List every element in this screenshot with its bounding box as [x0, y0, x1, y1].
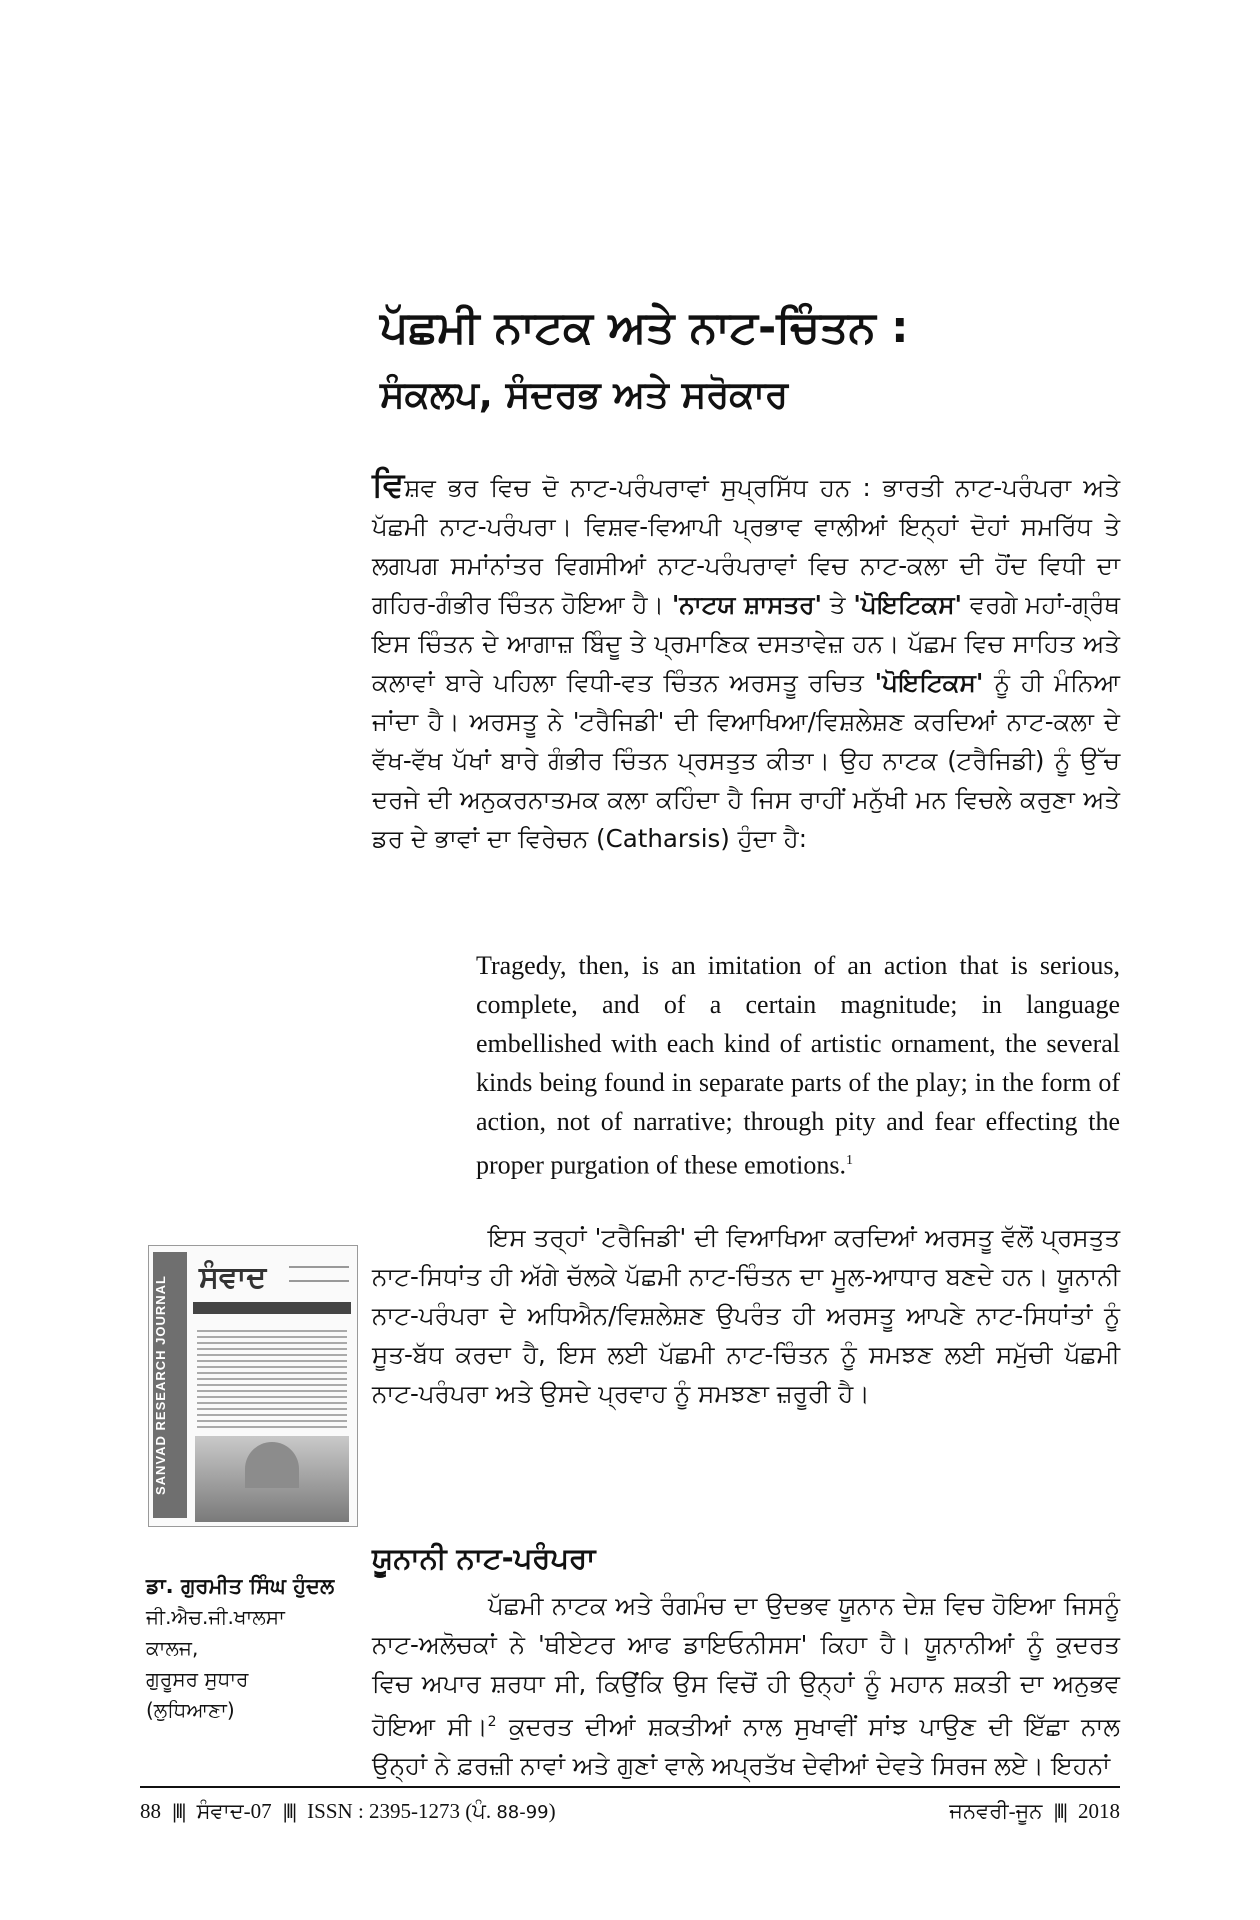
bold-term-natya-shastra: 'ਨਾਟਯ ਸ਼ਾਸਤਰ': [671, 590, 822, 619]
author-info: [146, 1570, 356, 1726]
greek-tradition-section: [372, 1538, 1120, 1785]
bold-term-poetics: 'ਪੋਇਟਿਕਸ': [853, 590, 963, 619]
intro-text: ਨੂੰ ਹੀ ਮੰਨਿਆ ਜਾਂਦਾ ਹੈ। ਅਰਸਤੂ ਨੇ 'ਟਰੈਜਿਡੀ' ਦੀ ਵਿਆਖਿਆ/ਵਿਸ਼ਲੇਸ਼ਣ ਕਰਦਿਆਂ ਨਾਟ-ਕਲਾ ਦੇ ਵੱਖ-ਵੱਖ ਪੱਖਾਂ ਬਾਰੇ ਗੰਭੀਰ ਚਿੰਤਨ ਪ੍ਰਸਤੁਤ ਕੀਤਾ। ਉਹ ਨਾਟਕ (ਟਰੈਜਿਡੀ) ਨੂੰ ਉੱਚ ਦਰਜੇ ਦੀ ਅਨੁਕਰਨਾਤਮਕ ਕਲਾ ਕਹਿੰਦਾ ਹੈ ਜਿਸ ਰਾਹੀਂ ਮਨੁੱਖੀ ਮਨ ਵਿਚਲੇ ਕਰੁਣਾ ਅਤੇ ਡਰ ਦੇ ਭਾਵਾਂ ਦਾ ਵਿਰੇਚਨ (Catharsis) ਹੁੰਦਾ ਹੈ:: [372, 668, 1121, 853]
intro-text: ਤੇ: [821, 590, 854, 619]
section-paragraph: ਪੱਛਮੀ ਨਾਟਕ ਅਤੇ ਰੰਗਮੰਚ ਦਾ ਉਦਭਵ ਯੂਨਾਨ ਦੇਸ਼ ਵਿਚ ਹੋਇਆ ਜਿਸਨੂੰ ਨਾਟ-ਅਲੋਚਕਾਂ ਨੇ 'ਥੀਏਟਰ ਆਫ ਡਾਇਓਨੀਸਸ' ਕਿਹਾ ਹੈ। ਯੂਨਾਨੀਆਂ ਨੂੰ ਕੁਦਰਤ ਵਿਚ ਅਪਾਰ ਸ਼ਰਧਾ ਸੀ, ਕਿਉਂਕਿ ਉਸ ਵਿਚੋਂ ਹੀ ਉਨ੍ਹਾਂ ਨੂੰ ਮਹਾਨ ਸ਼ਕਤੀ ਦਾ ਅਨੁਭਵ ਹੋਇਆ ਸੀ।$^2$ ਕੁਦਰਤ ਦੀਆਂ ਸ਼ਕਤੀਆਂ ਨਾਲ ਸੁਖਾਵੀਂ ਸਾਂਝ ਪਾਉਣ ਦੀ ਇੱਛਾ ਨਾਲ ਉਨ੍ਹਾਂ ਨੇ ਫ਼ਰਜ਼ੀ ਨਾਵਾਂ ਅਤੇ ਗੁਣਾਂ ਵਾਲੇ ਅਪ੍ਰਤੱਖ ਦੇਵੀਆਂ ਦੇਵਤੇ ਸਿਰਜ ਲਏ। ਇਹਨਾਂ: [372, 1591, 1120, 1781]
cover-building-dome: [245, 1442, 299, 1488]
drop-cap: ਵਿ: [372, 465, 405, 505]
block-quote: [476, 946, 1120, 1185]
article-title-block: [380, 300, 1140, 420]
article-subtitle: ਸੰਕਲਪ, ਸੰਦਰਭ ਅਤੇ ਸਰੋਕਾਰ: [380, 373, 789, 416]
issn: ISSN : 2395-1273: [307, 1799, 461, 1823]
author-affiliation-line: ਜੀ.ਐਚ.ਜੀ.ਖਾਲਸਾ: [146, 1605, 285, 1629]
body-paragraph: [372, 1218, 1120, 1413]
author-affiliation-line: ਕਾਲਜ,: [146, 1636, 199, 1660]
cover-contents-lines: [197, 1330, 347, 1430]
bold-term-poetics: 'ਪੋਇਟਿਕਸ': [874, 668, 984, 697]
page-footer: [140, 1796, 1120, 1826]
page-range-close: ): [548, 1799, 556, 1823]
intro-paragraph: [372, 466, 1120, 858]
footer-right: [949, 1796, 1120, 1826]
cover-issn-box: [289, 1266, 349, 1282]
intro-text: ਸ਼ਵ ਭਰ ਵਿਚ ਦੋ ਨਾਟ-ਪਰੰਪਰਾਵਾਂ ਸੁਪ੍ਰਸਿੱਧ ਹਨ : ਭਾਰਤੀ ਨਾਟ-ਪਰੰਪਰਾ ਅਤੇ ਪੱਛਮੀ ਨਾਟ-ਪਰੰਪਰਾ। ਵਿਸ਼ਵ-ਵਿਆਪੀ ਪ੍ਰਭਾਵ ਵਾਲੀਆਂ ਇਨ੍ਹਾਂ ਦੋਹਾਂ ਸਮਰਿੱਧ ਤੇ ਲਗਪਗ ਸਮਾਂਨਾਂਤਰ ਵਿਗਸੀਆਂ ਨਾਟ-ਪਰੰਪਰਾਵਾਂ ਵਿਚ ਨਾਟ-ਕਲਾ ਦੀ ਹੋਂਦ ਵਿਧੀ ਦਾ ਗਹਿਰ-ਗੰਭੀਰ ਚਿੰਤਨ ਹੋਇਆ ਹੈ।: [372, 473, 1120, 619]
page-number: 88: [140, 1799, 161, 1823]
issue-year: 2018: [1078, 1799, 1120, 1823]
author-name: ਡਾ. ਗੁਰਮੀਤ ਸਿੰਘ ਹੁੰਦਲ: [146, 1574, 335, 1598]
cover-spine-text: SANVAD RESEARCH JOURNAL: [153, 1275, 168, 1495]
section-heading: ਯੂਨਾਨੀ ਨਾਟ-ਪਰੰਪਰਾ: [372, 1541, 596, 1575]
footer-separator: |‖|: [282, 1799, 296, 1823]
intro-text: ਵਰਗੇ ਮਹਾਂ-ਗ੍ਰੰਥ ਇਸ ਚਿੰਤਨ ਦੇ ਆਗਾਜ਼ ਬਿੰਦੂ ਤੇ ਪ੍ਰਮਾਣਿਕ ਦਸਤਾਵੇਜ਼ ਹਨ। ਪੱਛਮ ਵਿਚ ਸਾਹਿਤ ਅਤੇ ਕਲਾਵਾਂ ਬਾਰੇ ਪਹਿਲਾ ਵਿਧੀ-ਵਤ ਚਿੰਤਨ ਅਰਸਤੂ ਰਚਿਤ: [372, 590, 1120, 697]
footer-left: [140, 1796, 556, 1828]
author-affiliation-line: (ਲੁਧਿਆਣਾ): [146, 1698, 235, 1722]
journal-name: ਸੰਵਾਦ-07: [196, 1799, 272, 1823]
quote-text: Tragedy, then, is an imitation of an action that is serious, complete, and of a certain magnitude; in language embellished with each kind of artistic ornament, the several kinds being found in separate parts of the play; in the form of action, not of narrative; through pity and fear effecting the proper purgation of these emotions.: [476, 951, 1120, 1180]
cover-band: [193, 1302, 351, 1314]
cover-logo: ਸੰਵਾਦ: [199, 1260, 267, 1295]
page-range-open: (ਪੰ.: [460, 1799, 497, 1823]
footer-rule: [140, 1786, 1120, 1788]
footer-separator: |‖|: [172, 1799, 186, 1823]
footnote-marker[interactable]: 2: [487, 1714, 497, 1730]
author-affiliation-line: ਗੁਰੂਸਰ ਸੁਧਾਰ: [146, 1667, 249, 1691]
page-range: 88-99: [496, 1802, 549, 1823]
paragraph-text: ਇਸ ਤਰ੍ਹਾਂ 'ਟਰੈਜਿਡੀ' ਦੀ ਵਿਆਖਿਆ ਕਰਦਿਆਂ ਅਰਸਤੂ ਵੱਲੋਂ ਪ੍ਰਸਤੁਤ ਨਾਟ-ਸਿਧਾਂਤ ਹੀ ਅੱਗੇ ਚੱਲਕੇ ਪੱਛਮੀ ਨਾਟ-ਚਿੰਤਨ ਦਾ ਮੂਲ-ਆਧਾਰ ਬਣਦੇ ਹਨ। ਯੂਨਾਨੀ ਨਾਟ-ਪਰੰਪਰਾ ਦੇ ਅਧਿਐਨ/ਵਿਸ਼ਲੇਸ਼ਣ ਉਪਰੰਤ ਹੀ ਅਰਸਤੂ ਆਪਣੇ ਨਾਟ-ਸਿਧਾਂਤਾਂ ਨੂੰ ਸੂਤ-ਬੱਧ ਕਰਦਾ ਹੈ, ਇਸ ਲਈ ਪੱਛਮੀ ਨਾਟ-ਚਿੰਤਨ ਨੂੰ ਸਮਝਣ ਲਈ ਸਮੁੱਚੀ ਪੱਛਮੀ ਨਾਟ-ਪਰੰਪਰਾ ਅਤੇ ਉਸਦੇ ਪ੍ਰਵਾਹ ਨੂੰ ਸਮਝਣਾ ਜ਼ਰੂਰੀ ਹੈ।: [372, 1223, 1120, 1408]
footer-separator: |‖|: [1053, 1799, 1067, 1823]
journal-cover-image: [148, 1245, 358, 1527]
issue-period: ਜਨਵਰੀ-ਜੂਨ: [949, 1799, 1043, 1823]
article-title: ਪੱਛਮੀ ਨਾਟਕ ਅਤੇ ਨਾਟ-ਚਿੰਤਨ :: [380, 302, 909, 353]
footnote-marker[interactable]: 1: [845, 1153, 853, 1168]
